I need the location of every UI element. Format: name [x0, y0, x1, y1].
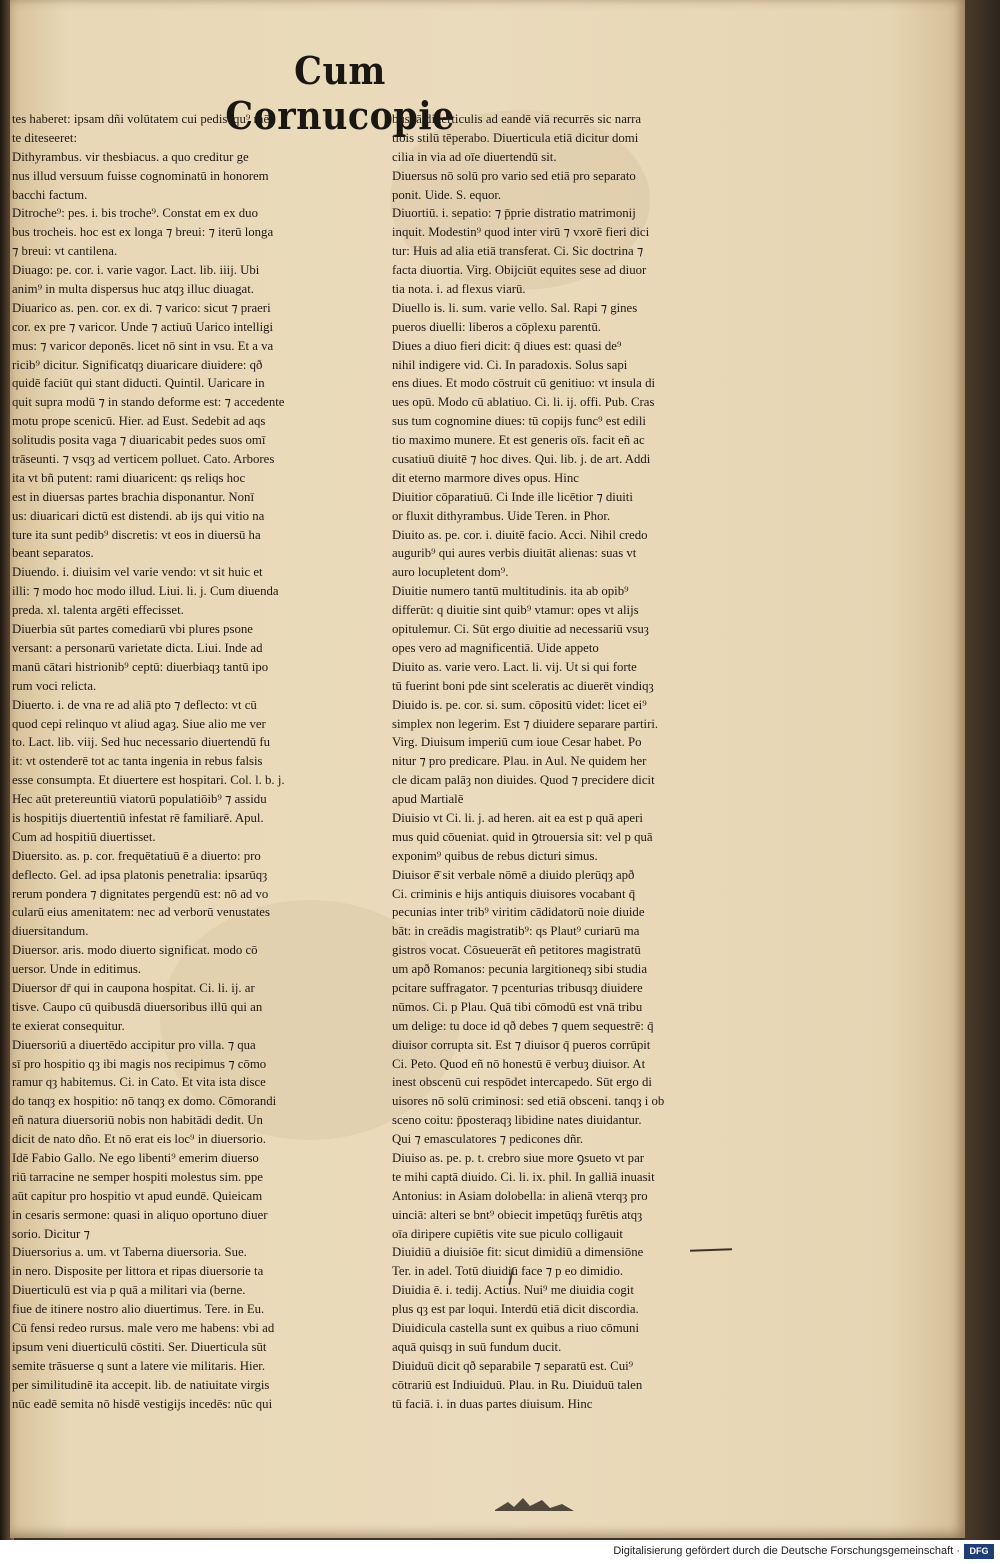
text-line: illi: ⁊ modo hoc modo illud. Liui. li. j. Cum diuenda: [12, 584, 279, 599]
text-line: nūmos. Ci. p Plau. Quā tibi cōmodū est vnā tribu: [392, 999, 643, 1014]
text-line: ita vt bñ putent: rami diuaricent: qs reliqs hoc: [12, 470, 246, 485]
text-line: nūc eadē semita nō hisdē vestigijs incedēs: nūc qui: [12, 1396, 273, 1411]
text-line: te diteseeret:: [12, 130, 78, 145]
text-line: rum voci relicta.: [12, 678, 97, 693]
text-line: Virg. Diuisum imperiū cum ioue Cesar habet. Po: [392, 735, 642, 750]
text-line: tia nota. i. ad flexus viarū.: [392, 282, 526, 297]
text-line: nitur ⁊ pro predicare. Plau. in Aul. Ne quidem her: [392, 754, 647, 769]
text-line: cilia in via ad oīe diuertendū sit.: [392, 149, 557, 164]
text-line: riū tarracine ne semper hospiti molestus sim. ppe: [12, 1169, 263, 1184]
text-line: inquit. Modestin⁹ quod inter virū ⁊ vxorē fieri dici: [392, 225, 650, 240]
text-line: deflecto. Gel. ad ipsa platonis penetralia: ipsarūqȝ: [12, 867, 268, 882]
text-line: ramur qȝ habitemus. Ci. in Cato. Et vita ista disce: [12, 1075, 266, 1090]
text-line: manū cātari histrionib⁹ ceptū: diuerbiaqȝ tantū ipo: [12, 659, 269, 674]
text-line: Diuortiū. i. sepatio: ⁊ p̄prie distratio matrimonij: [392, 206, 636, 221]
text-line: Diues a diuo fieri dicit: q̄ diues est: quasi de⁹: [392, 338, 622, 353]
text-line: um apð Romanos: pecunia largitioneqȝ sibi studia: [392, 962, 648, 977]
text-line: Diuendo. i. diuisim vel varie vendo: vt sit huic et: [12, 565, 263, 580]
digitization-footer: [0, 1540, 1000, 1564]
text-line: tū fuerint boni pde sint sceleratis ac diuerēt vindiqȝ: [392, 678, 654, 693]
left-text-column: [12, 110, 367, 1413]
text-line: Diuersus nō solū pro vario sed etiā pro separato: [392, 168, 636, 183]
text-line: augurib⁹ qui aures verbis diuitāt alienas: suas vt: [392, 546, 637, 561]
text-line: Cum ad hospitiū diuertisset.: [12, 829, 156, 844]
text-line: tes haberet: ipsam dñi volūtatem cui pedisequ⁹ mē: [12, 112, 270, 126]
text-line: opes vero ad magnificentiā. Uide appeto: [392, 640, 599, 655]
text-line: gistros vocat. Cōsueuerāt eñ petitores magistratū: [392, 943, 641, 958]
text-line: to. Lact. lib. viij. Sed huc necessario diuertendū fu: [12, 735, 270, 750]
text-line: esse consumpta. Et diuertere est hospitari. Col. l. b. j.: [12, 773, 285, 788]
text-line: quidē faciūt qui stant diducti. Quintil. Uaricare in: [12, 376, 265, 391]
text-line: tio maximo munere. Et est generis oīs. facit eñ ac: [392, 433, 645, 448]
text-line: Diuerbia sūt partes comediarū vbi plures psone: [12, 622, 253, 637]
text-line: mus: ⁊ varicor deponēs. licet nō sint in vsu. Et a va: [12, 338, 274, 353]
text-line: Diuersorius a. um. vt Taberna diuersoria. Sue.: [12, 1245, 247, 1260]
text-line: Diuersoriū a diuertēdo accipitur pro villa. ⁊ qua: [12, 1037, 256, 1052]
right-text-column: [392, 110, 747, 1413]
text-line: sus tum cognomine diues: tū copijs func⁹ est edili: [392, 414, 646, 429]
text-line: Diuersor. aris. modo diuerto significat. modo cō: [12, 943, 258, 958]
text-line: Ter. in adel. Totū diuidiū face ⁊ p eo dimidio.: [392, 1264, 624, 1279]
text-line: sceno coitu: p̄posteraqȝ libidine nates diuidantur.: [392, 1113, 642, 1128]
text-line: in nero. Disposite per littora et ripas diuersorie ta: [12, 1264, 264, 1279]
text-line: pecunias inter trib⁹ viritim cādidatorū noie diuide: [392, 905, 645, 920]
text-line: Diuersor dr̄ qui in caupona hospitat. Ci. li. ij. ar: [12, 980, 255, 995]
text-line: cle dicam palāȝ non diuides. Quod ⁊ precidere dicit: [392, 773, 655, 788]
text-line: eñ natura diuersoriū nobis non habitādi dedit. Un: [12, 1113, 263, 1128]
text-line: mus quid cōueniat. quid in ꝯtrouersia sit: vel p quā: [392, 829, 653, 844]
text-line: Diuisor ē̄ sit verbale nōmē a diuido plerūqȝ apð: [392, 867, 635, 882]
text-line: simplex non legerim. Est ⁊ diuidere separare partiri.: [392, 716, 659, 731]
text-line: solitudis posita vaga ⁊ diuaricabit pedes suos omī: [12, 433, 266, 448]
text-line: ues opū. Modo cū ablatiuo. Ci. li. ij. offi. Pub. Cras: [392, 395, 655, 410]
text-line: quod cepi relinquo vt aliud agaȝ. Siue alio me ver: [12, 716, 266, 731]
text-line: plus qȝ est par loqui. Interdū etiā dicit discordia.: [392, 1302, 639, 1317]
text-line: Diuisio vt Ci. li. j. ad heren. ait ea est p quā aperi: [392, 810, 643, 825]
text-line: sī pro hospitio qȝ ibi magis nos recipimus ⁊ cōmo: [12, 1056, 267, 1071]
text-line: apud Martialē: [392, 792, 464, 807]
text-line: us: diuaricari dictū est distendi. ab ijs qui vitio na: [12, 508, 265, 523]
text-line: Diuitior cōparatiuū. Ci Inde ille licētior ⁊ diuiti: [392, 489, 633, 504]
text-line: differūt: q diuitie sint quib⁹ vtamur: opes vt alijs: [392, 603, 639, 618]
text-line: ens diues. Et modo cōstruit cū genitiuo: vt insula di: [392, 376, 656, 391]
text-line: bacchi factum.: [12, 187, 88, 202]
text-line: do tanqȝ ex hospitio: nō tanqȝ ex domo. Cōmorandi: [12, 1094, 277, 1109]
text-line: um delige: tu doce id qð debes ⁊ quem sequestrē: q̄: [392, 1018, 654, 1033]
text-line: quit supra modū ⁊ in stando deforme est: ⁊ accedente: [12, 395, 285, 410]
text-line: tiōis stilū tēperabo. Diuerticula etiā dicitur domi: [392, 130, 639, 145]
text-line: te exierat consequitur.: [12, 1018, 125, 1033]
text-line: pueros diuelli: liberos a cōplexu parentū.: [392, 319, 601, 334]
text-line: Diuidicula castella sunt ex quibus a riuo cōmuni: [392, 1321, 639, 1335]
text-line: Diuito as. pe. cor. i. diuitē facio. Acci. Nihil credo: [392, 527, 648, 542]
text-line: sorio. Dicitur ⁊: [12, 1226, 90, 1241]
text-line: is hospitijs diuertentiū infestat rē familiarē. Apul.: [12, 810, 264, 825]
text-line: rerum pondera ⁊ dignitates pergendū est: nō ad vo: [12, 886, 269, 901]
text-line: nus illud versuum fuisse cognominatū in honorem: [12, 168, 269, 183]
text-line: Ci. criminis e hijs antiquis diuisores vocabant q̄: [392, 886, 636, 901]
text-line: est in diuersas partes brachia disponantur. Nonī: [12, 489, 255, 504]
text-line: ipsum veni diuerticulū cōstiti. Ser. Diuerticula sūt: [12, 1339, 267, 1354]
text-line: busdā diuerticulis ad eandē viā recurrēs sic narra: [392, 112, 642, 126]
text-line: Diuarico as. pen. cor. ex di. ⁊ varico: sicut ⁊ praeri: [12, 300, 271, 315]
text-line: Diuerticulū est via p quā a militari via (berne.: [12, 1283, 246, 1298]
text-line: aquā quisqȝ in suū fundum ducit.: [392, 1339, 562, 1354]
dfg-logo: DFG: [964, 1544, 994, 1559]
text-line: te mihi captā diuido. Ci. li. ix. phil. In galliā inuasit: [392, 1169, 655, 1184]
text-line: uinciā: alteri se bnt⁹ obiecit impetūqȝ furētis atqȝ: [392, 1207, 643, 1222]
text-line: tū faciā. i. in duas partes diuisum. Hinc: [392, 1396, 593, 1411]
text-line: dit eterno marmore dives opus. Hinc: [392, 470, 579, 485]
text-line: Diuito as. varie vero. Lact. li. vij. Ut si qui forte: [392, 659, 637, 674]
text-line: oīa diripere cupiētis vite sue piculo colligauit: [392, 1226, 623, 1241]
text-line: Antonius: in Asiam dolobella: in alienā vterqȝ pro: [392, 1188, 648, 1203]
text-line: Cū fensi redeo rursus. male vero me habens: vbi ad: [12, 1321, 275, 1335]
text-line: Diuello is. li. sum. varie vello. Sal. Rapi ⁊ gines: [392, 300, 638, 315]
text-line: Diuago: pe. cor. i. varie vagor. Lact. lib. iiij. Ubi: [12, 263, 260, 278]
text-line: inest obscenū cui respōdet intercapedo. Sūt ergo di: [392, 1075, 652, 1090]
text-line: Diuiduū dicit qð separabile ⁊ separatū est. Cui⁹: [392, 1358, 634, 1373]
text-line: Idē Fabio Gallo. Ne ego libenti⁹ emerim diuerso: [12, 1150, 259, 1165]
text-line: in cesaris sermone: quasi in aliquo oportuno diuer: [12, 1207, 268, 1222]
text-line: dicit de nato dño. Et nō erat eis loc⁹ in diuersorio.: [12, 1132, 266, 1147]
text-line: tur: Huis ad alia etiā transferat. Ci. Sic doctrina ⁊: [392, 244, 644, 259]
text-line: Ditroche⁹: pes. i. bis troche⁹. Constat em ex duo: [12, 206, 258, 221]
text-line: Diuidia ē. i. tedij. Actius. Nui⁹ me diuidia cogit: [392, 1283, 634, 1298]
text-line: Diuersito. as. p. cor. frequētatiuū ē a diuerto: pro: [12, 848, 261, 863]
text-line: diuersitandum.: [12, 924, 89, 939]
text-line: cor. ex pre ⁊ varicor. Unde ⁊ actiuū Uarico intelligi: [12, 319, 274, 334]
background-strip: [965, 0, 1000, 1540]
text-line: exponim⁹ quibus de rebus dicturi simus.: [392, 848, 598, 863]
text-line: cusatiuū diuitē ⁊ hoc dives. Qui. lib. j. de art. Addi: [392, 452, 651, 467]
text-line: ⁊ breui: vt cantilena.: [12, 244, 118, 259]
text-line: cōtrariū est Indiuiduū. Plau. in Ru. Diuiduū talen: [392, 1377, 643, 1392]
text-line: diuisor corrupta sit. Est ⁊ diuisor q̄ pueros corrūpit: [392, 1037, 651, 1052]
text-line: Ci. Peto. Quod eñ nō honestū ē verbuȝ diuisor. At: [392, 1056, 646, 1071]
text-line: Diuido is. pe. cor. si. sum. cōpositū videt: licet ei⁹: [392, 697, 647, 712]
running-header: Cum Cornucopie: [225, 48, 455, 138]
text-line: ture ita sunt pedib⁹ discretis: vt eos in diuersū ha: [12, 527, 261, 542]
text-line: aūt capitur pro hospitio vt apud eundē. Quieicam: [12, 1188, 263, 1203]
text-line: or fluxit dithyrambus. Uide Teren. in Phor.: [392, 508, 611, 523]
text-line: pcitare suffragator. ⁊ pcenturias tribusqȝ diuidere: [392, 980, 643, 995]
text-line: versant: a personarū varietate dicta. Liui. Inde ad: [12, 640, 263, 655]
text-line: facta diuortia. Virg. Obijciūt equites sese ad diuor: [392, 263, 647, 278]
text-line: cularū eius amenitatem: nec ad verborū venustates: [12, 905, 270, 920]
text-line: Diuitie numero tantū multitudinis. ita ab opib⁹: [392, 584, 629, 599]
text-line: nihil indigere vid. Ci. In paradoxis. Solus sapi: [392, 357, 628, 372]
text-line: it: vt ostenderē tot ac tanta ingenia in rebus falsis: [12, 754, 263, 769]
text-line: fiue de itinere nostro alio diuertimus. Tere. in Eu.: [12, 1302, 265, 1317]
text-line: uisores nō solū criminosi: sed etiā obsceni. tanqȝ i ob: [392, 1094, 665, 1109]
text-line: preda. xl. talenta argēti effecisset.: [12, 603, 184, 618]
text-line: Diuiso as. pe. p. t. crebro siue more ꝯsueto vt par: [392, 1150, 645, 1165]
text-line: anim⁹ in multa dispersus huc atqȝ illuc diuagat.: [12, 282, 254, 297]
text-line: trāseunti. ⁊ vsqȝ ad verticem polluet. Cato. Arbores: [12, 452, 275, 467]
text-line: auro locupletent dom⁹.: [392, 565, 509, 580]
text-line: Diuerto. i. de vna re ad aliā pto ⁊ deflecto: vt cū: [12, 697, 257, 712]
text-line: ponit. Uide. S. equor.: [392, 187, 502, 202]
text-line: Dithyrambus. vir thesbiacus. a quo creditur ge: [12, 149, 249, 164]
text-line: ricib⁹ dicitur. Significatqȝ diuaricare diuidere: qð: [12, 357, 263, 372]
text-line: beant separatos.: [12, 546, 94, 561]
text-line: uersor. Unde in editimus.: [12, 962, 142, 977]
footer-credit: Digitalisierung gefördert durch die Deutsche Forschungsgemeinschaft ·: [613, 1545, 960, 1557]
text-line: per similitudinē ita accepit. lib. de natiuitate virgis: [12, 1377, 270, 1392]
text-line: opitulemur. Ci. Sūt ergo diuitie ad necessariū vsuȝ: [392, 622, 649, 637]
text-line: tisve. Caupo cū quibusdā diuersoribus illū qui an: [12, 999, 263, 1014]
text-line: Qui ⁊ emasculatores ⁊ pedicones dñr.: [392, 1132, 584, 1147]
text-line: motu prope scenicū. Hier. ad Eust. Sedebit ad aqs: [12, 414, 266, 429]
text-line: semite trāsuerse q sunt a latere vie militaris. Hier.: [12, 1358, 266, 1373]
text-line: Hec aūt pretereuntiū viatorū populatiōib⁹ ⁊ assidu: [12, 792, 267, 807]
text-line: bāt: in creādis magistratib⁹: qs Plaut⁹ curiarū ma: [392, 924, 640, 939]
text-line: Diuidiū a diuisiōe fit: sicut dimidiū a dimensiōne: [392, 1245, 644, 1260]
text-line: bus trocheis. hoc est ex longa ⁊ breui: ⁊ iterū longa: [12, 225, 274, 240]
ink-blot: [490, 1492, 580, 1514]
